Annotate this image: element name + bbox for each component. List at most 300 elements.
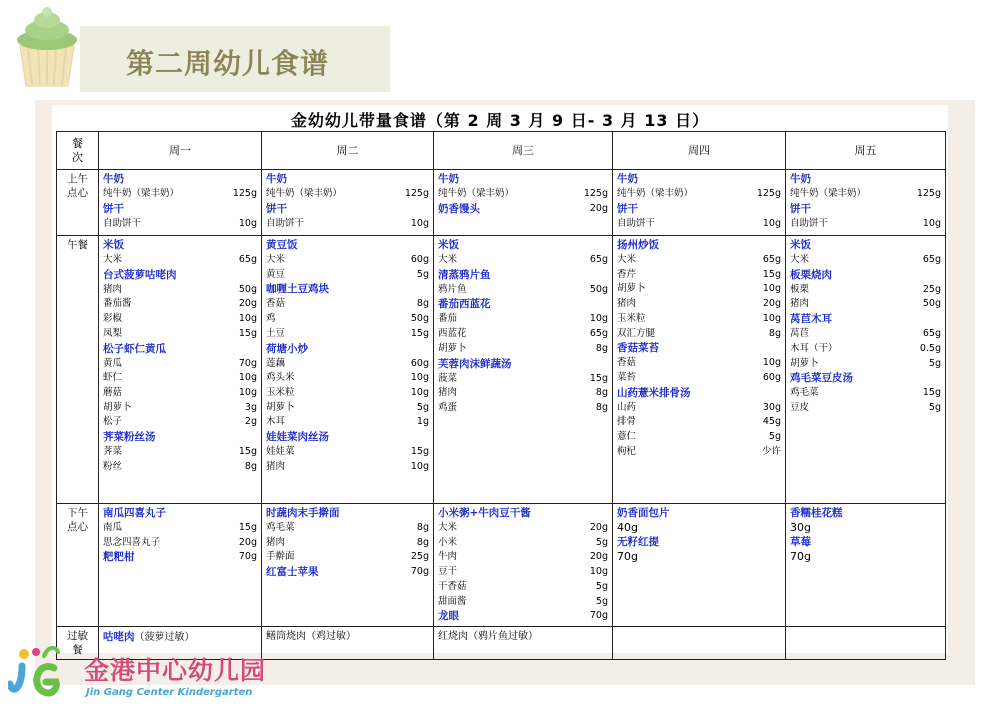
ingredient-quantity: 8g [595, 342, 608, 354]
dish-line [438, 238, 608, 253]
ingredient-line [790, 217, 941, 232]
ingredient-quantity: 125g [232, 188, 257, 199]
dish-line [790, 312, 941, 327]
ingredient-quantity: 15g [238, 446, 257, 458]
dish-line [790, 506, 941, 521]
ingredient-line [617, 297, 781, 312]
ingredient-line [266, 297, 429, 312]
dish-line [266, 282, 429, 297]
ingredient-line [617, 282, 781, 297]
dish-line [617, 506, 781, 521]
portion-quantity: 40g [617, 521, 638, 534]
ingredient-name: 香菇 [266, 298, 286, 310]
ingredient-quantity: 20g [589, 202, 608, 214]
ingredient-name: 玉米粒 [617, 312, 646, 324]
ingredient-quantity: 70g [238, 551, 257, 563]
ingredient-line [266, 536, 429, 551]
dish-line [438, 506, 608, 521]
dish-line [103, 550, 257, 565]
ingredient-name: 香菇 [617, 357, 637, 369]
ingredient-quantity: 20g [589, 551, 608, 563]
ingredient-line [438, 536, 608, 551]
ingredient-quantity: 10g [589, 566, 608, 578]
ingredient-quantity: 0.5g [919, 342, 941, 354]
dish-name: 牛奶 [438, 173, 459, 185]
dish-name: 鸡毛菜豆皮汤 [790, 372, 853, 385]
ingredient-name: 板栗 [790, 283, 810, 295]
dish-line [790, 371, 941, 386]
ingredient-line [790, 187, 941, 202]
ingredient-name: 胡萝卜 [103, 401, 132, 413]
allergy-label: 过敏 餐 [57, 627, 99, 660]
kindergarten-logo-icon [8, 642, 68, 702]
ingredient-quantity: 65g [922, 328, 941, 340]
ingredient-quantity: 125g [404, 188, 429, 199]
ingredient-line [790, 357, 941, 372]
ingredient-name: 黄豆 [266, 268, 286, 280]
ingredient-name: 鸡 [266, 313, 276, 325]
title-banner [80, 26, 390, 92]
dish-name: 饼干 [103, 202, 124, 215]
ingredient-name: 甜面酱 [438, 595, 467, 607]
ingredient-line [103, 217, 257, 232]
ingredient-line [266, 550, 429, 565]
menu-cell [613, 170, 786, 236]
ingredient-name: 猪肉 [790, 298, 810, 310]
page-title: 第二周幼儿食谱 [126, 47, 330, 80]
ingredient-name: 纯牛奶（梁丰奶） [438, 188, 515, 199]
portion-line [617, 550, 781, 564]
ingredient-quantity: 少许 [761, 445, 781, 457]
ingredient-quantity: 125g [756, 188, 781, 199]
ingredient-line [790, 401, 941, 416]
ingredient-quantity: 10g [410, 217, 429, 229]
ingredient-name: 玉米粒 [266, 386, 295, 398]
dish-line [438, 268, 608, 283]
portion-quantity: 70g [790, 550, 811, 563]
dish-name: 板栗烧肉 [790, 268, 832, 281]
ingredient-quantity: 50g [238, 283, 257, 295]
ingredient-quantity: 25g [410, 551, 429, 563]
ingredient-name: 自助饼干 [266, 217, 305, 229]
dish-name: 米饭 [103, 239, 124, 251]
dish-name: 荷塘小炒 [266, 342, 308, 355]
ingredient-quantity: 8g [416, 536, 429, 548]
day-header: 周三 [434, 132, 613, 170]
dish-line [266, 202, 429, 217]
ingredient-quantity: 70g [238, 357, 257, 369]
dish-name: 饼干 [790, 202, 811, 215]
dish-name: 草莓 [790, 536, 811, 548]
ingredient-line [266, 521, 429, 536]
allergy-cell [434, 627, 613, 660]
ingredient-line [438, 342, 608, 357]
ingredient-quantity: 60g [762, 371, 781, 383]
dish-name: 南瓜四喜丸子 [103, 507, 166, 519]
ingredient-quantity: 10g [410, 372, 429, 384]
dish-line [266, 565, 429, 580]
ingredient-name: 大米 [438, 522, 458, 533]
ingredient-name: 鸦片鱼 [438, 283, 467, 295]
header-row [57, 132, 946, 170]
dish-line [790, 202, 941, 217]
ingredient-name: 猪肉 [266, 536, 286, 548]
ingredient-name: 鸡蛋 [438, 401, 458, 413]
dish-name: 牛奶 [617, 173, 638, 185]
dish-name: 台式菠萝咕咾肉 [103, 268, 177, 281]
dish-name: 牛奶 [103, 173, 124, 185]
allergy-cell [613, 627, 786, 660]
ingredient-name: 大米 [790, 254, 810, 265]
ingredient-name: 木耳 [266, 416, 286, 428]
ingredient-line [617, 356, 781, 371]
ingredient-line [617, 401, 781, 416]
dish-name: 牛奶 [266, 173, 287, 185]
ingredient-quantity: 8g [595, 387, 608, 399]
ingredient-line [617, 312, 781, 327]
ingredient-quantity: 20g [238, 298, 257, 310]
ingredient-name: 自助饼干 [790, 217, 829, 229]
ingredient-quantity: 10g [238, 217, 257, 229]
dish-line [617, 535, 781, 550]
ingredient-name: 荠菜 [103, 446, 123, 458]
ingredient-line [438, 565, 608, 580]
dish-name: 粑粑柑 [103, 551, 135, 564]
ingredient-line [438, 327, 608, 342]
ingredient-line [103, 536, 257, 551]
menu-cell [262, 236, 434, 504]
ingredient-quantity: 50g [410, 313, 429, 325]
ingredient-line [438, 401, 608, 416]
ingredient-name: 猪肉 [266, 460, 286, 472]
dish-name: 清蒸鸦片鱼 [438, 268, 491, 281]
logo-english-name: Jin Gang Center Kindergarten [86, 687, 253, 698]
menu-cell [99, 170, 262, 236]
dish-name: 米饭 [790, 239, 811, 251]
ingredient-line [103, 327, 257, 342]
ingredient-name: 南瓜 [103, 522, 123, 533]
dish-name: 莴苣木耳 [790, 313, 832, 326]
ingredient-line [438, 580, 608, 595]
ingredient-line [266, 371, 429, 386]
ingredient-line [617, 327, 781, 342]
dish-name: 香糯桂花糕 [790, 507, 843, 519]
dish-line [103, 238, 257, 253]
ingredient-quantity: 25g [922, 283, 941, 295]
ingredient-quantity: 10g [762, 357, 781, 369]
ingredient-name: 纯牛奶（梁丰奶） [617, 188, 694, 199]
ingredient-line [103, 445, 257, 460]
ingredient-quantity: 15g [238, 327, 257, 339]
ingredient-line [103, 386, 257, 401]
day-header: 周二 [262, 132, 434, 170]
dish-line [438, 172, 608, 187]
ingredient-line [617, 253, 781, 268]
ingredient-name: 土豆 [266, 327, 286, 339]
ingredient-quantity: 65g [589, 328, 608, 340]
ingredient-name: 娃娃菜 [266, 446, 295, 458]
dish-name: 芙蓉肉沫鲜蔬汤 [438, 357, 512, 370]
ingredient-quantity: 8g [416, 298, 429, 310]
ingredient-name: 纯牛奶（梁丰奶） [103, 188, 180, 199]
dish-name: 牛奶 [790, 173, 811, 185]
ingredient-line [438, 283, 608, 298]
ingredient-name: 牛肉 [438, 551, 458, 563]
ingredient-quantity: 5g [928, 401, 941, 413]
ingredient-line [103, 283, 257, 298]
ingredient-line [266, 460, 429, 475]
dish-name: 山药薏米排骨汤 [617, 386, 691, 399]
ingredient-name: 菠菜 [438, 372, 458, 384]
allergy-cell [786, 627, 946, 660]
ingredient-name: 胡萝卜 [266, 401, 295, 413]
ingredient-quantity: 8g [244, 460, 257, 472]
ingredient-name: 手擀面 [266, 551, 295, 563]
dish-name: 奶香馒头 [438, 202, 480, 215]
ingredient-name: 豆皮 [790, 401, 810, 413]
ingredient-line [438, 386, 608, 401]
dish-line [438, 609, 608, 624]
dish-line [617, 386, 781, 401]
dish-line [438, 297, 608, 312]
dish-line [438, 357, 608, 372]
ingredient-line [103, 357, 257, 372]
dish-name: 米饭 [438, 239, 459, 251]
allergy-note: 鳝筒烧肉（鸡过敏） [266, 631, 356, 643]
day-header: 周一 [99, 132, 262, 170]
dish-name: 红富士苹果 [266, 566, 319, 579]
dish-line [103, 268, 257, 283]
portion-quantity: 70g [617, 550, 638, 563]
dish-name: 番茄西蓝花 [438, 298, 491, 311]
ingredient-line [103, 312, 257, 327]
ingredient-quantity: 15g [410, 327, 429, 339]
ingredient-name: 番茄酱 [103, 298, 132, 310]
ingredient-quantity: 10g [238, 372, 257, 384]
meal-row [57, 236, 946, 504]
ingredient-name: 菜苔 [617, 371, 637, 383]
ingredient-quantity: 15g [589, 372, 608, 384]
ingredient-quantity: 5g [416, 268, 429, 280]
dish-name: 无籽红提 [617, 536, 659, 548]
dish-name: 龙眼 [438, 610, 459, 623]
portion-line [617, 521, 781, 535]
ingredient-name: 双汇方腿 [617, 327, 656, 339]
ingredient-quantity: 8g [768, 327, 781, 339]
ingredient-line [790, 297, 941, 312]
ingredient-line [790, 386, 941, 401]
day-header: 周五 [786, 132, 946, 170]
ingredient-quantity: 10g [762, 283, 781, 295]
dish-name: 奶香面包片 [617, 507, 670, 519]
ingredient-quantity: 45g [762, 416, 781, 428]
ingredient-quantity: 15g [410, 446, 429, 458]
ingredient-name: 薏仁 [617, 431, 637, 443]
allergy-note: 红烧肉（鸦片鱼过敏） [438, 631, 538, 643]
ingredient-quantity: 10g [922, 217, 941, 229]
meal-row [57, 170, 946, 236]
menu-cell [613, 236, 786, 504]
menu-cell [99, 504, 262, 627]
dish-line [266, 238, 429, 253]
ingredient-quantity: 10g [762, 312, 781, 324]
ingredient-line [103, 415, 257, 430]
ingredient-name: 莴苣 [790, 328, 810, 340]
dish-name: 娃娃菜肉丝汤 [266, 431, 329, 444]
ingredient-quantity: 8g [595, 401, 608, 413]
ingredient-line [790, 342, 941, 357]
ingredient-name: 猪肉 [103, 283, 123, 295]
dish-line [617, 202, 781, 217]
dish-line [790, 172, 941, 187]
menu-cell [99, 236, 262, 504]
ingredient-line [790, 253, 941, 268]
ingredient-line [617, 217, 781, 232]
dish-line [103, 172, 257, 187]
ingredient-name: 纯牛奶（梁丰奶） [790, 188, 867, 199]
ingredient-quantity: 20g [238, 536, 257, 548]
ingredient-name: 胡萝卜 [617, 283, 646, 295]
ingredient-quantity: 3g [244, 401, 257, 413]
dish-line [266, 430, 429, 445]
dish-line [266, 506, 429, 521]
dish-line [103, 506, 257, 521]
ingredient-quantity: 5g [416, 401, 429, 413]
meal-label: 下午 点心 [57, 504, 99, 627]
ingredient-line [266, 253, 429, 268]
ingredient-name: 蘑菇 [103, 386, 123, 398]
menu-cell [786, 504, 946, 627]
menu-cell [434, 504, 613, 627]
meal-row [57, 504, 946, 627]
ingredient-line [617, 187, 781, 202]
ingredient-line [438, 372, 608, 387]
dish-name: 黄豆饭 [266, 239, 298, 251]
ingredient-name: 鸡毛菜 [266, 522, 295, 533]
ingredient-name: 大米 [438, 254, 458, 265]
ingredient-line [438, 521, 608, 536]
ingredient-name: 木耳（干） [790, 342, 838, 354]
ingredient-quantity: 5g [928, 357, 941, 369]
ingredient-line [438, 187, 608, 202]
ingredient-quantity: 8g [416, 522, 429, 533]
ingredient-quantity: 70g [589, 610, 608, 622]
dish-name: 咖喱土豆鸡块 [266, 283, 329, 296]
ingredient-line [438, 550, 608, 565]
ingredient-quantity: 10g [238, 386, 257, 398]
meal-label: 上午 点心 [57, 170, 99, 236]
ingredient-name: 豆干 [438, 566, 458, 578]
ingredient-quantity: 125g [583, 188, 608, 199]
ingredient-name: 自助饼干 [103, 217, 142, 229]
ingredient-name: 思念四喜丸子 [103, 536, 161, 548]
ingredient-line [790, 283, 941, 298]
ingredient-quantity: 15g [762, 268, 781, 280]
portion-quantity: 30g [790, 521, 811, 534]
dish-name: 时蔬肉末手擀面 [266, 507, 340, 519]
ingredient-line [103, 521, 257, 536]
ingredient-name: 猪肉 [438, 387, 458, 399]
dish-line [790, 268, 941, 283]
ingredient-line [103, 187, 257, 202]
ingredient-quantity: 50g [922, 298, 941, 310]
ingredient-line [266, 415, 429, 430]
ingredient-quantity: 65g [589, 254, 608, 265]
ingredient-line [617, 268, 781, 283]
ingredient-quantity: 5g [768, 431, 781, 443]
ingredient-name: 粉丝 [103, 460, 123, 472]
dish-name: 小米粥+牛肉豆干酱 [438, 507, 531, 519]
menu-title: 金幼幼儿带量食谱（第 2 周 3 月 9 日- 3 月 13 日） [290, 111, 710, 130]
ingredient-quantity: 65g [922, 254, 941, 265]
dish-name: 松子虾仁黄瓜 [103, 342, 166, 355]
ingredient-line [617, 430, 781, 445]
menu-cell [434, 236, 613, 504]
dish-name: 香菇菜苔 [617, 342, 659, 355]
ingredient-line [266, 312, 429, 327]
menu-cell [786, 236, 946, 504]
ingredient-quantity: 5g [595, 595, 608, 607]
ingredient-quantity: 10g [589, 313, 608, 325]
dish-line [617, 172, 781, 187]
ingredient-line [266, 401, 429, 416]
dish-line [103, 202, 257, 217]
ingredient-line [103, 460, 257, 475]
ingredient-line [103, 401, 257, 416]
ingredient-line [103, 297, 257, 312]
ingredient-quantity: 10g [410, 386, 429, 398]
allergy-note: （菠萝过敏） [134, 632, 195, 644]
ingredient-line [103, 253, 257, 268]
dish-line [103, 342, 257, 357]
ingredient-name: 番茄 [438, 313, 458, 325]
ingredient-name: 莲藕 [266, 357, 286, 369]
portion-line [790, 550, 941, 564]
ingredient-quantity: 60g [410, 357, 429, 369]
logo-chinese-name: 金港中心幼儿园 [84, 656, 267, 685]
ingredient-name: 松子 [103, 416, 123, 428]
menu-cell [262, 504, 434, 627]
ingredient-line [438, 595, 608, 610]
meal-header: 餐 次 [57, 132, 99, 170]
ingredient-quantity: 30g [762, 401, 781, 413]
ingredient-quantity: 1g [416, 416, 429, 428]
ingredient-name: 干香菇 [438, 580, 467, 592]
ingredient-name: 自助饼干 [617, 217, 656, 229]
ingredient-name: 凤梨 [103, 327, 123, 339]
ingredient-line [438, 253, 608, 268]
dish-line [790, 535, 941, 550]
menu-table [56, 131, 946, 660]
ingredient-name: 排骨 [617, 416, 637, 428]
day-header: 周四 [613, 132, 786, 170]
dish-line [438, 202, 608, 217]
ingredient-name: 纯牛奶（梁丰奶） [266, 188, 343, 199]
portion-line [790, 521, 941, 535]
ingredient-quantity: 10g [238, 313, 257, 325]
ingredient-line [266, 445, 429, 460]
ingredient-line [617, 445, 781, 460]
ingredient-name: 枸杞 [617, 445, 637, 457]
ingredient-line [266, 327, 429, 342]
ingredient-name: 鸡头米 [266, 372, 295, 384]
ingredient-quantity: 2g [244, 416, 257, 428]
dish-line [266, 342, 429, 357]
ingredient-line [266, 217, 429, 232]
dish-name: 饼干 [617, 202, 638, 215]
dish-name: 饼干 [266, 202, 287, 215]
ingredient-line [617, 371, 781, 386]
